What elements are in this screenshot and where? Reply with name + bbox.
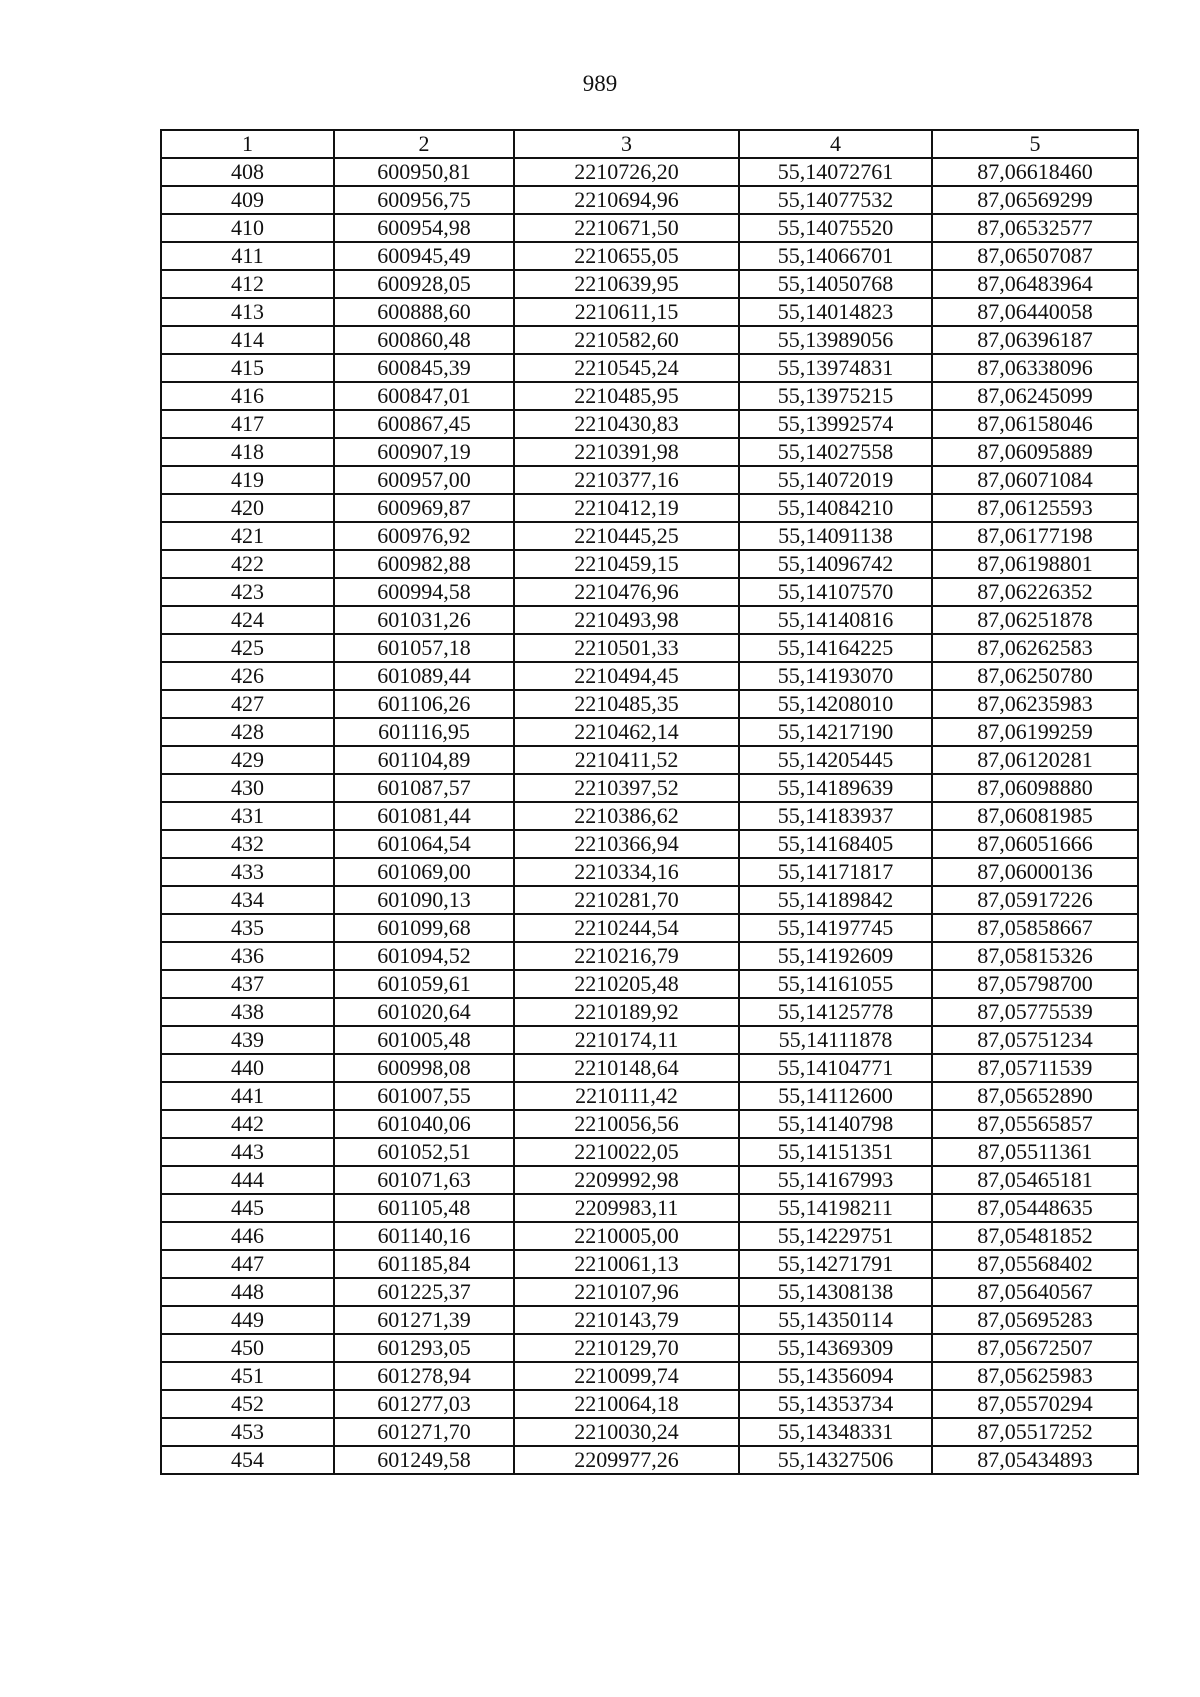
table-row <box>161 1026 1138 1054</box>
table-row <box>161 438 1138 466</box>
table-cell-col-2: 601116,95 <box>334 718 514 746</box>
table-cell-col-2: 601094,52 <box>334 942 514 970</box>
table-cell-col-4: 55,14217190 <box>739 718 932 746</box>
table-cell-col-5: 87,06158046 <box>932 410 1138 438</box>
table-cell-col-5: 87,05695283 <box>932 1306 1138 1334</box>
table-row <box>161 802 1138 830</box>
table-cell-col-1: 432 <box>161 830 334 858</box>
table-row <box>161 718 1138 746</box>
table-cell-col-5: 87,05798700 <box>932 970 1138 998</box>
table-row <box>161 522 1138 550</box>
table-cell-col-3: 2210334,16 <box>514 858 739 886</box>
table-row <box>161 1278 1138 1306</box>
table-cell-col-2: 601293,05 <box>334 1334 514 1362</box>
table-cell-col-1: 425 <box>161 634 334 662</box>
table-cell-col-4: 55,14161055 <box>739 970 932 998</box>
table-cell-col-1: 429 <box>161 746 334 774</box>
table-row <box>161 494 1138 522</box>
table-cell-col-3: 2210655,05 <box>514 242 739 270</box>
table-cell-col-5: 87,06483964 <box>932 270 1138 298</box>
table-cell-col-3: 2210281,70 <box>514 886 739 914</box>
table-cell-col-2: 601249,58 <box>334 1446 514 1474</box>
table-cell-col-4: 55,14112600 <box>739 1082 932 1110</box>
table-cell-col-5: 87,06569299 <box>932 186 1138 214</box>
table-cell-col-1: 441 <box>161 1082 334 1110</box>
table-cell-col-4: 55,13989056 <box>739 326 932 354</box>
table-row <box>161 774 1138 802</box>
table-cell-col-3: 2210244,54 <box>514 914 739 942</box>
table-cell-col-3: 2210099,74 <box>514 1362 739 1390</box>
table-cell-col-2: 601069,00 <box>334 858 514 886</box>
table-cell-col-3: 2210377,16 <box>514 466 739 494</box>
table-row <box>161 1418 1138 1446</box>
table-cell-col-1: 428 <box>161 718 334 746</box>
table-cell-col-3: 2210445,25 <box>514 522 739 550</box>
table-cell-col-3: 2210386,62 <box>514 802 739 830</box>
table-cell-col-4: 55,14091138 <box>739 522 932 550</box>
table-cell-col-2: 600945,49 <box>334 242 514 270</box>
table-row <box>161 1054 1138 1082</box>
table-cell-col-4: 55,14164225 <box>739 634 932 662</box>
table-cell-col-5: 87,06250780 <box>932 662 1138 690</box>
table-cell-col-4: 55,14075520 <box>739 214 932 242</box>
table-cell-col-4: 55,14084210 <box>739 494 932 522</box>
table-row <box>161 634 1138 662</box>
table-cell-col-4: 55,14104771 <box>739 1054 932 1082</box>
table-cell-col-4: 55,14077532 <box>739 186 932 214</box>
table-cell-col-2: 601099,68 <box>334 914 514 942</box>
table-cell-col-1: 423 <box>161 578 334 606</box>
table-row <box>161 942 1138 970</box>
table-cell-col-4: 55,14193070 <box>739 662 932 690</box>
table-cell-col-5: 87,05672507 <box>932 1334 1138 1362</box>
table-row <box>161 1446 1138 1474</box>
table-cell-col-3: 2210494,45 <box>514 662 739 690</box>
table-cell-col-5: 87,06199259 <box>932 718 1138 746</box>
table-cell-col-4: 55,14171817 <box>739 858 932 886</box>
table-cell-col-1: 411 <box>161 242 334 270</box>
table-cell-col-1: 440 <box>161 1054 334 1082</box>
table-cell-col-4: 55,14350114 <box>739 1306 932 1334</box>
table-cell-col-1: 431 <box>161 802 334 830</box>
table-cell-col-2: 601064,54 <box>334 830 514 858</box>
table-cell-col-3: 2210694,96 <box>514 186 739 214</box>
table-cell-col-5: 87,06532577 <box>932 214 1138 242</box>
table-cell-col-2: 601007,55 <box>334 1082 514 1110</box>
table-cell-col-3: 2210430,83 <box>514 410 739 438</box>
table-cell-col-2: 601185,84 <box>334 1250 514 1278</box>
table-row <box>161 858 1138 886</box>
table-row <box>161 1194 1138 1222</box>
table-cell-col-1: 453 <box>161 1418 334 1446</box>
table-cell-col-3: 2210005,00 <box>514 1222 739 1250</box>
table-cell-col-1: 426 <box>161 662 334 690</box>
table-cell-col-1: 450 <box>161 1334 334 1362</box>
table-cell-col-3: 2210189,92 <box>514 998 739 1026</box>
table-row <box>161 382 1138 410</box>
table-cell-col-2: 600994,58 <box>334 578 514 606</box>
table-cell-col-1: 415 <box>161 354 334 382</box>
table-cell-col-1: 435 <box>161 914 334 942</box>
table-cell-col-4: 55,14197745 <box>739 914 932 942</box>
table-cell-col-5: 87,06081985 <box>932 802 1138 830</box>
table-cell-col-5: 87,06071084 <box>932 466 1138 494</box>
table-cell-col-2: 601081,44 <box>334 802 514 830</box>
table-cell-col-5: 87,05481852 <box>932 1222 1138 1250</box>
table-row <box>161 298 1138 326</box>
table-cell-col-2: 601071,63 <box>334 1166 514 1194</box>
table-cell-col-1: 409 <box>161 186 334 214</box>
table-cell-col-2: 601059,61 <box>334 970 514 998</box>
table-cell-col-1: 427 <box>161 690 334 718</box>
table-row <box>161 998 1138 1026</box>
table-row <box>161 326 1138 354</box>
table-cell-col-3: 2210111,42 <box>514 1082 739 1110</box>
table-cell-col-1: 412 <box>161 270 334 298</box>
table-cell-col-5: 87,05434893 <box>932 1446 1138 1474</box>
table-cell-col-3: 2210030,24 <box>514 1418 739 1446</box>
table-cell-col-5: 87,06051666 <box>932 830 1138 858</box>
table-cell-col-5: 87,05517252 <box>932 1418 1138 1446</box>
table-row <box>161 662 1138 690</box>
table-cell-col-4: 55,13992574 <box>739 410 932 438</box>
table-cell-col-4: 55,14072761 <box>739 158 932 186</box>
table-cell-col-5: 87,05815326 <box>932 942 1138 970</box>
table-cell-col-3: 2210366,94 <box>514 830 739 858</box>
table-row <box>161 1082 1138 1110</box>
table-cell-col-3: 2210129,70 <box>514 1334 739 1362</box>
table-row <box>161 270 1138 298</box>
table-cell-col-4: 55,14369309 <box>739 1334 932 1362</box>
table-cell-col-3: 2210501,33 <box>514 634 739 662</box>
table-cell-col-1: 419 <box>161 466 334 494</box>
table-row <box>161 354 1138 382</box>
table-cell-col-3: 2210485,95 <box>514 382 739 410</box>
table-cell-col-3: 2210493,98 <box>514 606 739 634</box>
table-cell-col-5: 87,05711539 <box>932 1054 1138 1082</box>
table-cell-col-5: 87,06098880 <box>932 774 1138 802</box>
table-cell-col-5: 87,06507087 <box>932 242 1138 270</box>
table-row <box>161 1306 1138 1334</box>
table-row <box>161 1166 1138 1194</box>
table-cell-col-5: 87,06235983 <box>932 690 1138 718</box>
table-cell-col-2: 600950,81 <box>334 158 514 186</box>
table-cell-col-4: 55,14205445 <box>739 746 932 774</box>
table-cell-col-5: 87,06245099 <box>932 382 1138 410</box>
table-cell-col-5: 87,05511361 <box>932 1138 1138 1166</box>
table-cell-col-3: 2210022,05 <box>514 1138 739 1166</box>
table-cell-col-5: 87,06198801 <box>932 550 1138 578</box>
table-cell-col-4: 55,14111878 <box>739 1026 932 1054</box>
table-cell-col-2: 601277,03 <box>334 1390 514 1418</box>
table-cell-col-1: 408 <box>161 158 334 186</box>
table-cell-col-5: 87,06440058 <box>932 298 1138 326</box>
table-cell-col-4: 55,13974831 <box>739 354 932 382</box>
table-cell-col-4: 55,14107570 <box>739 578 932 606</box>
column-header-2: 2 <box>334 130 514 158</box>
table-cell-col-3: 2210485,35 <box>514 690 739 718</box>
table-cell-col-2: 601020,64 <box>334 998 514 1026</box>
table-cell-col-1: 424 <box>161 606 334 634</box>
table-cell-col-1: 446 <box>161 1222 334 1250</box>
table-cell-col-2: 601104,89 <box>334 746 514 774</box>
table-cell-col-5: 87,06251878 <box>932 606 1138 634</box>
table-cell-col-4: 55,14072019 <box>739 466 932 494</box>
header-row <box>161 130 1138 158</box>
table-cell-col-1: 443 <box>161 1138 334 1166</box>
table-cell-col-4: 55,14229751 <box>739 1222 932 1250</box>
table-cell-col-3: 2210459,15 <box>514 550 739 578</box>
table-cell-col-3: 2210476,96 <box>514 578 739 606</box>
table-cell-col-1: 439 <box>161 1026 334 1054</box>
table-cell-col-2: 600998,08 <box>334 1054 514 1082</box>
column-header-4: 4 <box>739 130 932 158</box>
table-cell-col-4: 55,13975215 <box>739 382 932 410</box>
table-cell-col-2: 601225,37 <box>334 1278 514 1306</box>
table-cell-col-1: 451 <box>161 1362 334 1390</box>
table-cell-col-4: 55,14271791 <box>739 1250 932 1278</box>
column-header-5: 5 <box>932 130 1138 158</box>
table-cell-col-4: 55,14356094 <box>739 1362 932 1390</box>
table-cell-col-3: 2210148,64 <box>514 1054 739 1082</box>
table-cell-col-3: 2210582,60 <box>514 326 739 354</box>
table-cell-col-5: 87,05775539 <box>932 998 1138 1026</box>
table-cell-col-3: 2209983,11 <box>514 1194 739 1222</box>
table-cell-col-1: 430 <box>161 774 334 802</box>
table-row <box>161 242 1138 270</box>
table-cell-col-3: 2210205,48 <box>514 970 739 998</box>
table-cell-col-5: 87,05565857 <box>932 1110 1138 1138</box>
table-cell-col-1: 438 <box>161 998 334 1026</box>
table-cell-col-5: 87,05652890 <box>932 1082 1138 1110</box>
table-cell-col-4: 55,14151351 <box>739 1138 932 1166</box>
column-header-3: 3 <box>514 130 739 158</box>
table-cell-col-2: 601271,70 <box>334 1418 514 1446</box>
table-cell-col-4: 55,14050768 <box>739 270 932 298</box>
table-cell-col-2: 600954,98 <box>334 214 514 242</box>
table-cell-col-4: 55,14183937 <box>739 802 932 830</box>
table-row <box>161 1138 1138 1166</box>
table-row <box>161 914 1138 942</box>
table-cell-col-4: 55,14167993 <box>739 1166 932 1194</box>
table-cell-col-5: 87,06000136 <box>932 858 1138 886</box>
table-cell-col-2: 600969,87 <box>334 494 514 522</box>
page-number: 989 <box>582 71 618 96</box>
table-row <box>161 186 1138 214</box>
table-cell-col-1: 447 <box>161 1250 334 1278</box>
table-row <box>161 886 1138 914</box>
table-cell-col-1: 444 <box>161 1166 334 1194</box>
table-cell-col-3: 2210639,95 <box>514 270 739 298</box>
table-cell-col-2: 600976,92 <box>334 522 514 550</box>
table-cell-col-4: 55,14014823 <box>739 298 932 326</box>
table-row <box>161 466 1138 494</box>
table-cell-col-5: 87,05465181 <box>932 1166 1138 1194</box>
table-cell-col-2: 601005,48 <box>334 1026 514 1054</box>
table-cell-col-1: 434 <box>161 886 334 914</box>
table-cell-col-3: 2210143,79 <box>514 1306 739 1334</box>
table-cell-col-1: 454 <box>161 1446 334 1474</box>
table-cell-col-4: 55,14198211 <box>739 1194 932 1222</box>
table-cell-col-2: 601087,57 <box>334 774 514 802</box>
table-cell-col-3: 2210174,11 <box>514 1026 739 1054</box>
table-cell-col-2: 600907,19 <box>334 438 514 466</box>
table-cell-col-5: 87,05625983 <box>932 1362 1138 1390</box>
table-row <box>161 606 1138 634</box>
table-cell-col-2: 601271,39 <box>334 1306 514 1334</box>
table-cell-col-1: 416 <box>161 382 334 410</box>
table-cell-col-2: 601105,48 <box>334 1194 514 1222</box>
table-cell-col-4: 55,14027558 <box>739 438 932 466</box>
table-header <box>161 130 1138 158</box>
table-cell-col-5: 87,06226352 <box>932 578 1138 606</box>
table-row <box>161 578 1138 606</box>
table-cell-col-3: 2210545,24 <box>514 354 739 382</box>
table-cell-col-3: 2210397,52 <box>514 774 739 802</box>
table-cell-col-2: 600956,75 <box>334 186 514 214</box>
table-cell-col-1: 448 <box>161 1278 334 1306</box>
table-cell-col-3: 2210056,56 <box>514 1110 739 1138</box>
table-cell-col-5: 87,05858667 <box>932 914 1138 942</box>
table-cell-col-1: 418 <box>161 438 334 466</box>
table-cell-col-2: 600847,01 <box>334 382 514 410</box>
table-cell-col-4: 55,14140798 <box>739 1110 932 1138</box>
table-cell-col-2: 601040,06 <box>334 1110 514 1138</box>
table-cell-col-1: 422 <box>161 550 334 578</box>
table-cell-col-1: 437 <box>161 970 334 998</box>
table-cell-col-2: 600867,45 <box>334 410 514 438</box>
table-cell-col-5: 87,05751234 <box>932 1026 1138 1054</box>
table-cell-col-2: 600928,05 <box>334 270 514 298</box>
table-cell-col-4: 55,14208010 <box>739 690 932 718</box>
table-row <box>161 1390 1138 1418</box>
table-cell-col-3: 2210061,13 <box>514 1250 739 1278</box>
table-cell-col-5: 87,05640567 <box>932 1278 1138 1306</box>
column-header-1: 1 <box>161 130 334 158</box>
table-row <box>161 1362 1138 1390</box>
table-cell-col-5: 87,05568402 <box>932 1250 1138 1278</box>
table-cell-col-5: 87,06125593 <box>932 494 1138 522</box>
table-cell-col-5: 87,06095889 <box>932 438 1138 466</box>
table-cell-col-3: 2210726,20 <box>514 158 739 186</box>
table-cell-col-4: 55,14125778 <box>739 998 932 1026</box>
table-cell-col-2: 600957,00 <box>334 466 514 494</box>
table-cell-col-2: 600982,88 <box>334 550 514 578</box>
table-cell-col-5: 87,06177198 <box>932 522 1138 550</box>
table-cell-col-2: 600860,48 <box>334 326 514 354</box>
table-cell-col-4: 55,14192609 <box>739 942 932 970</box>
table-cell-col-1: 421 <box>161 522 334 550</box>
table-cell-col-4: 55,14096742 <box>739 550 932 578</box>
table-cell-col-3: 2210391,98 <box>514 438 739 466</box>
table-body <box>161 158 1138 1474</box>
table-cell-col-4: 55,14308138 <box>739 1278 932 1306</box>
table-cell-col-1: 449 <box>161 1306 334 1334</box>
table-row <box>161 1250 1138 1278</box>
table-cell-col-4: 55,14189842 <box>739 886 932 914</box>
table-cell-col-4: 55,14189639 <box>739 774 932 802</box>
table-cell-col-2: 601278,94 <box>334 1362 514 1390</box>
table-cell-col-3: 2210412,19 <box>514 494 739 522</box>
table-cell-col-2: 601089,44 <box>334 662 514 690</box>
table-cell-col-2: 600888,60 <box>334 298 514 326</box>
table-cell-col-1: 445 <box>161 1194 334 1222</box>
table-cell-col-5: 87,05917226 <box>932 886 1138 914</box>
table-cell-col-5: 87,06396187 <box>932 326 1138 354</box>
table-cell-col-1: 442 <box>161 1110 334 1138</box>
table-row <box>161 746 1138 774</box>
coordinates-table <box>160 129 1139 1475</box>
table-cell-col-3: 2210462,14 <box>514 718 739 746</box>
table-cell-col-3: 2210671,50 <box>514 214 739 242</box>
table-cell-col-5: 87,06618460 <box>932 158 1138 186</box>
table-cell-col-5: 87,06338096 <box>932 354 1138 382</box>
table-cell-col-3: 2209977,26 <box>514 1446 739 1474</box>
table-cell-col-5: 87,06262583 <box>932 634 1138 662</box>
table-row <box>161 970 1138 998</box>
table-cell-col-3: 2210107,96 <box>514 1278 739 1306</box>
table-cell-col-3: 2210064,18 <box>514 1390 739 1418</box>
table-cell-col-1: 452 <box>161 1390 334 1418</box>
table-cell-col-4: 55,14327506 <box>739 1446 932 1474</box>
table-cell-col-5: 87,05448635 <box>932 1194 1138 1222</box>
table-cell-col-5: 87,05570294 <box>932 1390 1138 1418</box>
table-row <box>161 830 1138 858</box>
table-cell-col-2: 601031,26 <box>334 606 514 634</box>
table-cell-col-1: 436 <box>161 942 334 970</box>
table-cell-col-3: 2210611,15 <box>514 298 739 326</box>
table-row <box>161 690 1138 718</box>
table-row <box>161 214 1138 242</box>
table-cell-col-2: 601090,13 <box>334 886 514 914</box>
table-cell-col-2: 601106,26 <box>334 690 514 718</box>
table-cell-col-1: 414 <box>161 326 334 354</box>
table-cell-col-1: 420 <box>161 494 334 522</box>
table-cell-col-3: 2210411,52 <box>514 746 739 774</box>
table-row <box>161 410 1138 438</box>
table-cell-col-2: 601057,18 <box>334 634 514 662</box>
table-cell-col-2: 600845,39 <box>334 354 514 382</box>
table-row <box>161 1334 1138 1362</box>
table-cell-col-4: 55,14353734 <box>739 1390 932 1418</box>
table-cell-col-3: 2209992,98 <box>514 1166 739 1194</box>
table-cell-col-1: 410 <box>161 214 334 242</box>
table-row <box>161 158 1138 186</box>
table-cell-col-1: 413 <box>161 298 334 326</box>
table-cell-col-4: 55,14066701 <box>739 242 932 270</box>
table-cell-col-2: 601140,16 <box>334 1222 514 1250</box>
table-cell-col-5: 87,06120281 <box>932 746 1138 774</box>
table-cell-col-4: 55,14140816 <box>739 606 932 634</box>
table-cell-col-4: 55,14348331 <box>739 1418 932 1446</box>
table-row <box>161 550 1138 578</box>
table-row <box>161 1110 1138 1138</box>
table-cell-col-3: 2210216,79 <box>514 942 739 970</box>
table-cell-col-1: 433 <box>161 858 334 886</box>
table-row <box>161 1222 1138 1250</box>
table-cell-col-1: 417 <box>161 410 334 438</box>
table-cell-col-2: 601052,51 <box>334 1138 514 1166</box>
table-cell-col-4: 55,14168405 <box>739 830 932 858</box>
